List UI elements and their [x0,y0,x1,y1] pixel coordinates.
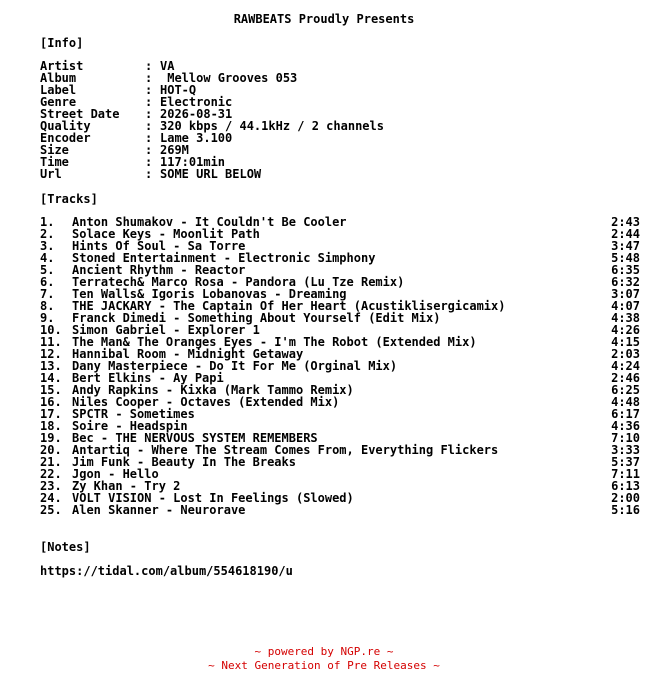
track-number: 22. [40,467,62,481]
track-number: 11. [40,335,62,349]
track-list [40,216,640,516]
track-title: Ten Walls& Igoris Lobanovas - Dreaming [72,287,347,301]
track-duration: 4:15 [611,335,640,349]
footer-tagline: ~ Next Generation of Pre Releases ~ [208,659,440,672]
info-separator: : [145,119,153,133]
track-number: 13. [40,359,62,373]
track-title: Alen Skanner - Neurorave [72,503,246,517]
info-separator: : [145,83,153,97]
track-duration: 6:13 [611,479,640,493]
track-number: 2. [40,227,55,241]
info-value: SOME URL BELOW [160,167,262,181]
info-key: Label [40,83,77,97]
info-value: VA [160,59,175,73]
track-title: SPCTR - Sometimes [72,407,195,421]
track-title: Bert Elkins - Ay Papi [72,371,224,385]
track-title: Ancient Rhythm - Reactor [72,263,246,277]
track-duration: 6:35 [611,263,640,277]
track-title: Franck Dimedi - Something About Yourself (Edit Mix) [72,311,441,325]
info-separator: : [145,155,153,169]
track-number: 1. [40,215,55,229]
info-value: 269M [160,143,189,157]
track-number: 17. [40,407,62,421]
track-title: Stoned Entertainment - Electronic Simphony [72,251,376,265]
track-number: 4. [40,251,55,265]
track-duration: 5:37 [611,455,640,469]
track-duration: 4:07 [611,299,640,313]
track-duration: 2:03 [611,347,640,361]
track-title: Dany Masterpiece - Do It For Me (Orginal Mix) [72,359,398,373]
track-number: 24. [40,491,62,505]
track-number: 9. [40,311,55,325]
track-duration: 4:38 [611,311,640,325]
track-number: 6. [40,275,55,289]
track-duration: 3:07 [611,287,640,301]
track-number: 5. [40,263,55,277]
track-number: 21. [40,455,62,469]
track-title: Zy Khan - Try 2 [72,479,181,493]
track-number: 10. [40,323,62,337]
track-title: Hannibal Room - Midnight Getaway [72,347,304,361]
track-title: VOLT VISION - Lost In Feelings (Slowed) [72,491,354,505]
track-title: Simon Gabriel - Explorer 1 [72,323,260,337]
track-title: Anton Shumakov - It Couldn't Be Cooler [72,215,347,229]
info-key: Street Date [40,107,120,121]
track-number: 8. [40,299,55,313]
track-duration: 4:48 [611,395,640,409]
info-value: 2026-08-31 [160,107,233,121]
tracks-heading: [Tracks] [40,192,98,206]
track-duration: 2:46 [611,371,640,385]
track-title: Jim Funk - Beauty In The Breaks [72,455,296,469]
info-value: 117:01min [160,155,226,169]
track-number: 12. [40,347,62,361]
track-title: Jgon - Hello [72,467,159,481]
track-number: 19. [40,431,62,445]
info-heading: [Info] [40,36,84,50]
track-duration: 6:17 [611,407,640,421]
album-url[interactable]: https://tidal.com/album/554618190/u [40,564,293,578]
track-title: Bec - THE NERVOUS SYSTEM REMEMBERS [72,431,318,445]
track-duration: 4:26 [611,323,640,337]
track-title: Solace Keys - Moonlit Path [72,227,260,241]
track-duration: 6:25 [611,383,640,397]
track-title: Niles Cooper - Octaves (Extended Mix) [72,395,340,409]
notes-heading: [Notes] [40,540,91,554]
info-key: Encoder [40,131,91,145]
info-key: Size [40,143,69,157]
info-separator: : [145,143,153,157]
footer-powered-by: ~ powered by NGP.re ~ [254,645,394,658]
info-separator: : [145,95,153,109]
info-key: Url [40,167,62,181]
track-number: 3. [40,239,55,253]
track-number: 14. [40,371,62,385]
track-row [40,504,640,516]
track-duration: 4:24 [611,359,640,373]
track-title: Soire - Headspin [72,419,188,433]
info-separator: : [145,71,153,85]
info-key: Artist [40,59,84,73]
info-value: HOT-Q [160,83,197,97]
track-title: Hints Of Soul - Sa Torre [72,239,246,253]
track-number: 23. [40,479,62,493]
track-duration: 7:11 [611,467,640,481]
track-number: 25. [40,503,62,517]
track-number: 16. [40,395,62,409]
track-duration: 2:44 [611,227,640,241]
track-duration: 3:33 [611,443,640,457]
track-duration: 3:47 [611,239,640,253]
track-number: 20. [40,443,62,457]
info-separator: : [145,131,153,145]
track-duration: 5:48 [611,251,640,265]
track-number: 18. [40,419,62,433]
track-duration: 6:32 [611,275,640,289]
info-separator: : [145,107,153,121]
info-key: Genre [40,95,77,109]
track-duration: 5:16 [611,503,640,517]
release-title: RAWBEATS Proudly Presents [233,12,415,26]
info-key: Album [40,71,77,85]
info-separator: : [145,59,153,73]
track-number: 15. [40,383,62,397]
track-title: Antartiq - Where The Stream Comes From, Everything Flickers [72,443,499,457]
track-number: 7. [40,287,55,301]
info-key: Quality [40,119,91,133]
info-value: Mellow Grooves 053 [160,71,298,85]
track-duration: 4:36 [611,419,640,433]
track-duration: 2:43 [611,215,640,229]
info-value: Electronic [160,95,233,109]
track-duration: 2:00 [611,491,640,505]
track-duration: 7:10 [611,431,640,445]
track-title: Terratech& Marco Rosa - Pandora (Lu Tze Remix) [72,275,405,289]
info-separator: : [145,167,153,181]
track-title: Andy Rapkins - Kixka (Mark Tammo Remix) [72,383,354,397]
info-key: Time [40,155,69,169]
info-value: 320 kbps / 44.1kHz / 2 channels [160,119,384,133]
info-value: Lame 3.100 [160,131,233,145]
track-title: The Man& The Oranges Eyes - I'm The Robot (Extended Mix) [72,335,477,349]
track-title: THE JACKARY - The Captain Of Her Heart (Acustiklisergicamix) [72,299,506,313]
